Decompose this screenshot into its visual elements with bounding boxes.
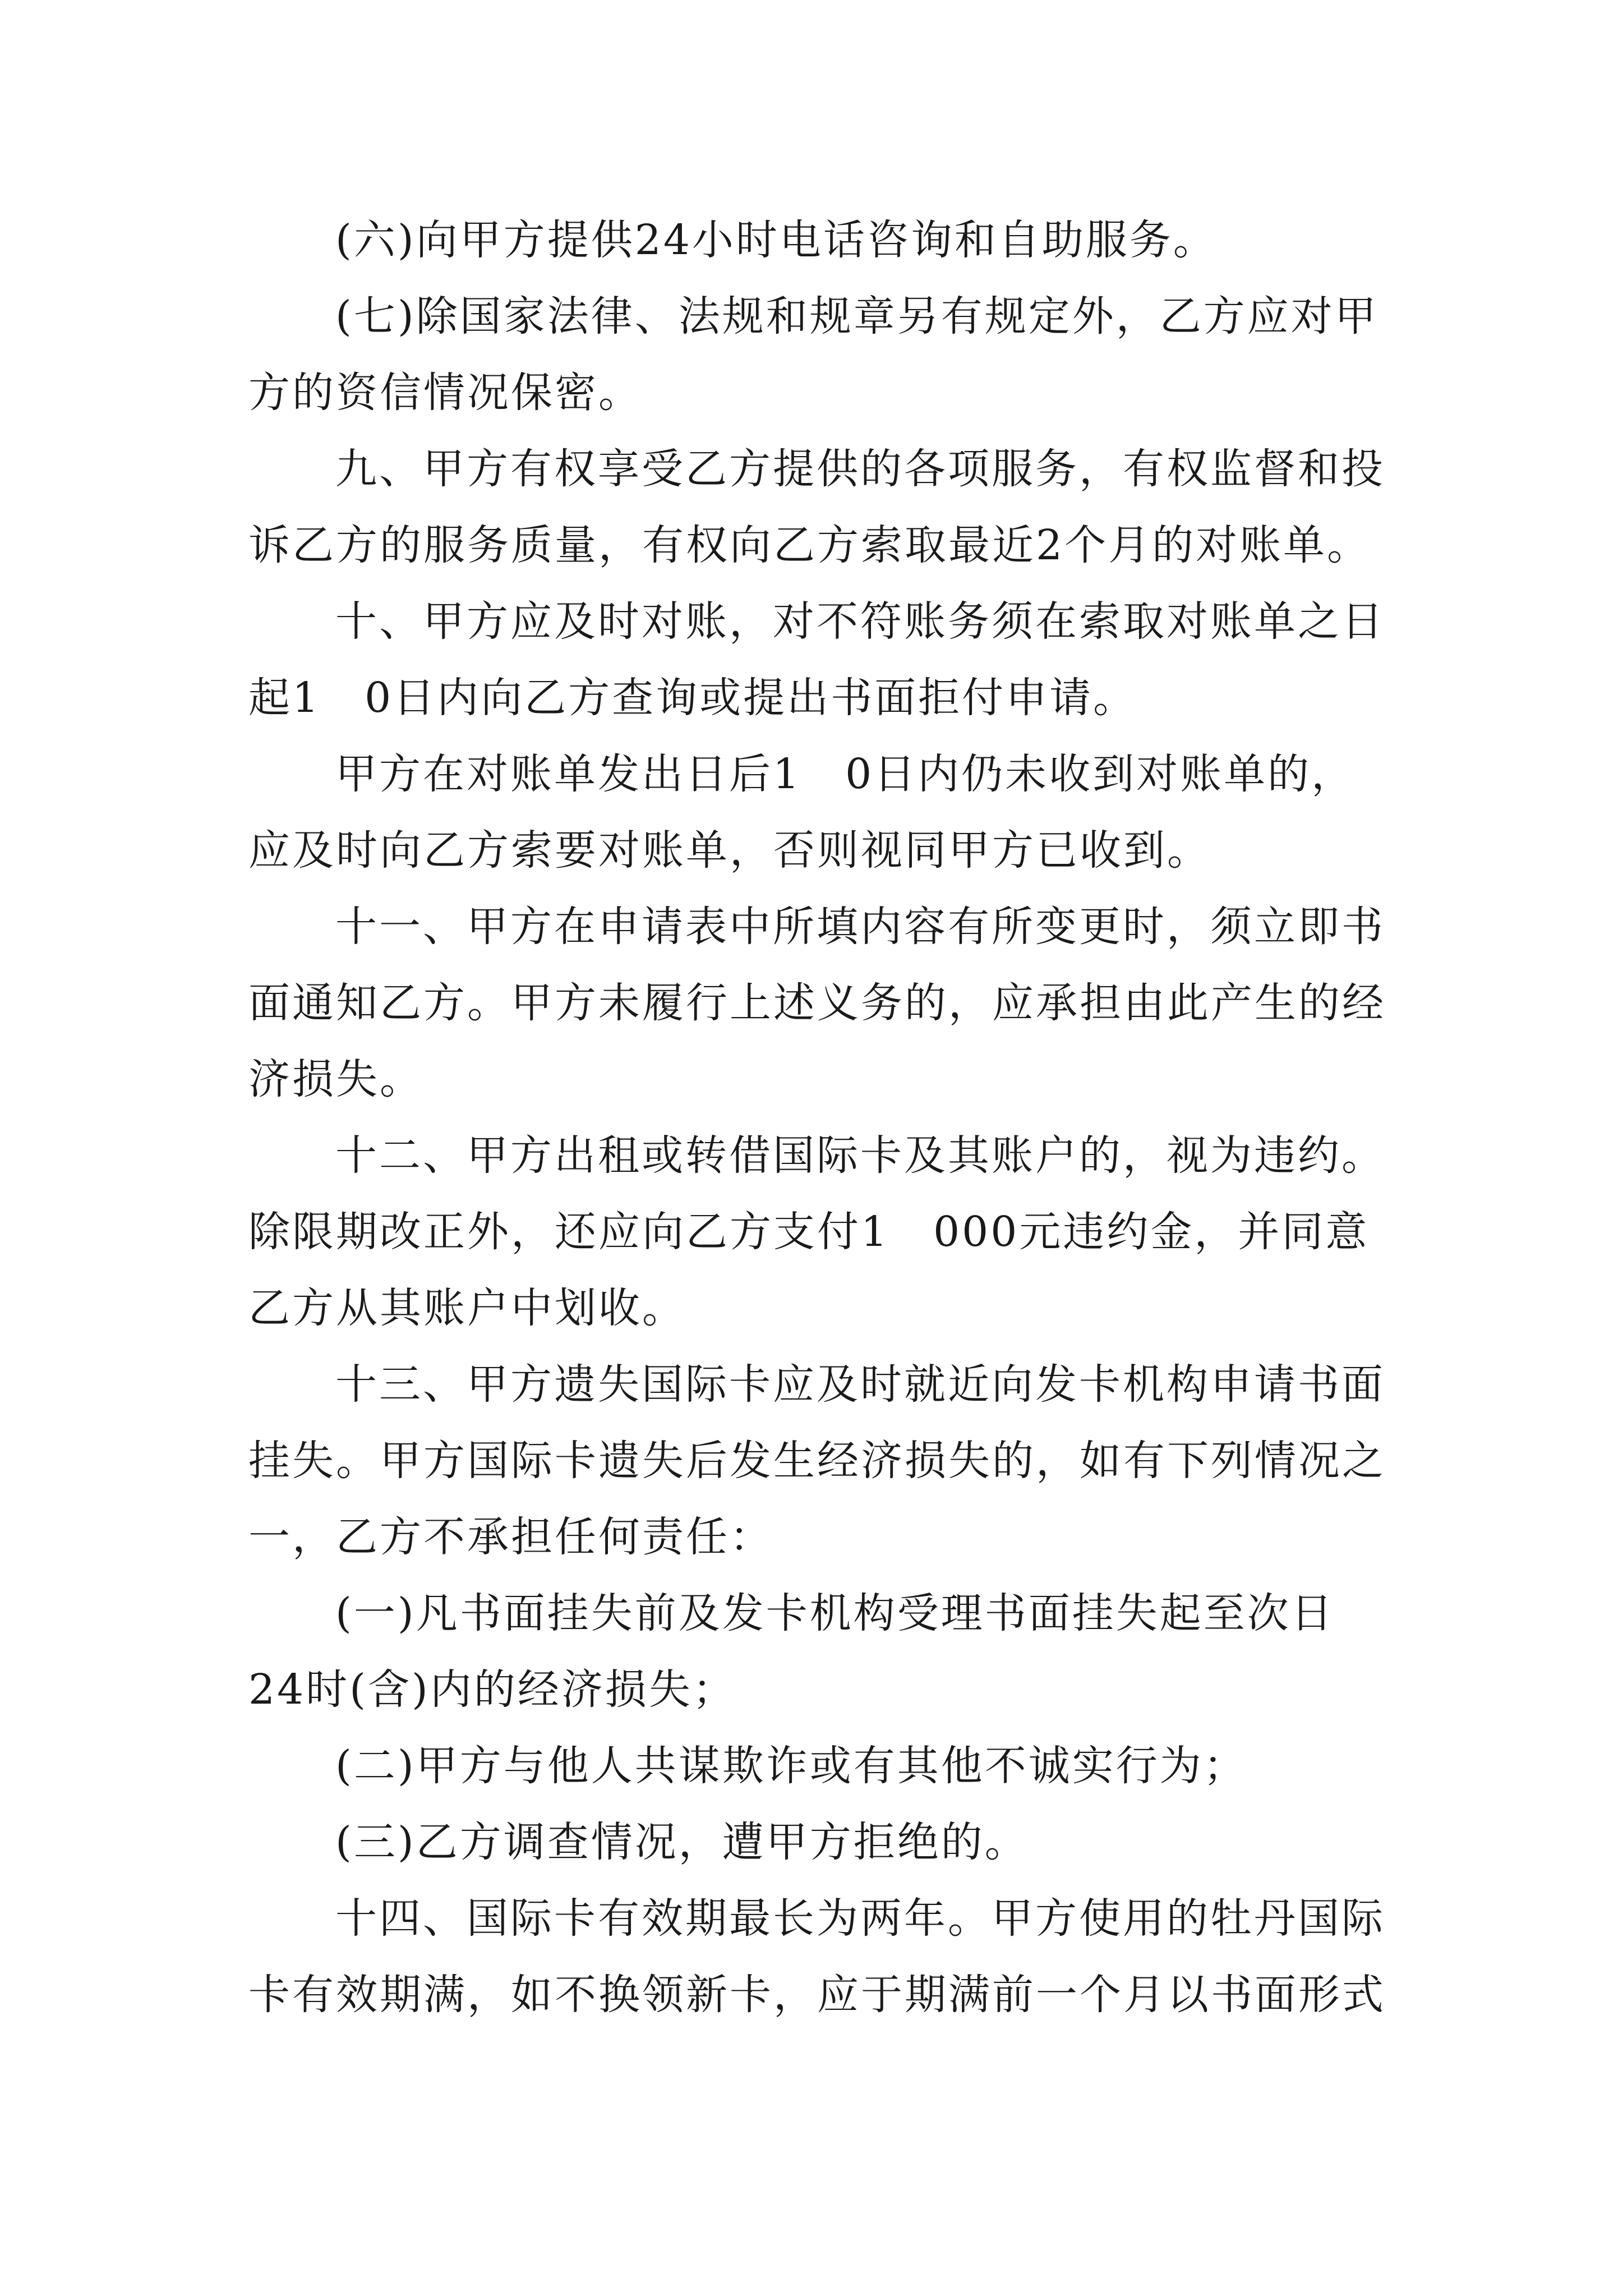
text-line: 十四、国际卡有效期最长为两年。甲方使用的牡丹国际 — [335, 1894, 1385, 1943]
text-line: 九、甲方有权享受乙方提供的各项服务，有权监督和投 — [335, 445, 1385, 493]
text-line: (七)除国家法律、法规和规章另有规定外，乙方应对甲 — [335, 292, 1378, 341]
text-line: 挂失。甲方国际卡遗失后发生经济损失的，如有下列情况之 — [248, 1437, 1386, 1485]
text-line: 除限期改正外，还应向乙方支付1 000元违约金，并同意 — [248, 1208, 1370, 1256]
text-line: (二)甲方与他人共谋欺诈或有其他不诚实行为； — [335, 1742, 1247, 1790]
text-line: 起1 0日内向乙方查询或提出书面拒付申请。 — [248, 674, 1137, 722]
text-line: 乙方从其账户中划收。 — [248, 1284, 686, 1332]
text-line: 一，乙方不承担任何责任： — [248, 1513, 773, 1561]
text-line: 济损失。 — [248, 1055, 423, 1103]
text-line: (三)乙方调查情况，遭甲方拒绝的。 — [335, 1818, 1029, 1866]
text-line: 24时(含)内的经济损失； — [248, 1665, 736, 1714]
text-line: 十一、甲方在申请表中所填内容有所变更时，须立即书 — [335, 903, 1385, 951]
text-line: 十三、甲方遗失国际卡应及时就近向发卡机构申请书面 — [335, 1360, 1385, 1409]
text-line: 诉乙方的服务质量，有权向乙方索取最近2个月的对账单。 — [248, 521, 1371, 569]
text-line: (六)向甲方提供24小时电话咨询和自助服务。 — [335, 216, 1217, 264]
text-line: (一)凡书面挂失前及发卡机构受理书面挂失起至次日 — [335, 1589, 1335, 1637]
text-line: 十、甲方应及时对账，对不符账务须在索取对账单之日 — [335, 597, 1385, 646]
contract-text-body — [248, 202, 1386, 2033]
text-line: 面通知乙方。甲方未履行上述义务的，应承担由此产生的经 — [248, 979, 1386, 1027]
text-line: 应及时向乙方索要对账单，否则视同甲方已收到。 — [248, 826, 1211, 875]
text-line: 卡有效期满，如不换领新卡，应于期满前一个月以书面形式 — [248, 1971, 1386, 2019]
text-line: 方的资信情况保密。 — [248, 369, 642, 417]
text-line: 十二、甲方出租或转借国际卡及其账户的，视为违约。 — [335, 1131, 1385, 1180]
text-line: 甲方在对账单发出日后1 0日内仍未收到对账单的， — [335, 750, 1355, 798]
